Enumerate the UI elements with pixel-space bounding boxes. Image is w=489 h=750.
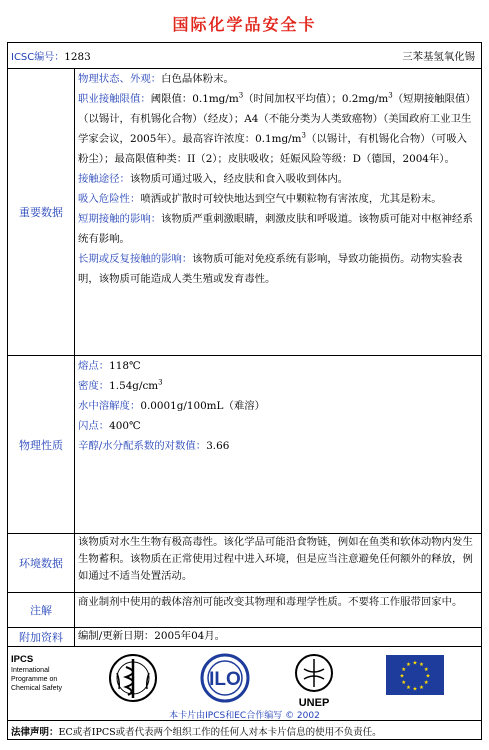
safety-card [7,42,482,740]
eu-star-icon: ★ [406,684,411,691]
card-title: 国际化学品安全卡 [172,15,317,34]
eu-star-icon: ★ [423,680,429,686]
ipcs-logo-text: IPCS International Programme on Chemical Safety [11,654,62,692]
svg-text:ILO: ILO [209,669,241,690]
eu-star-icon: ★ [423,667,429,673]
who-logo-icon [108,653,158,703]
disclaimer: 法律声明：EC或者IPCS或者代表两个组织工作的任何人对本卡片信息的使用不负责任。 [11,727,382,738]
eu-star-icon: ★ [399,673,405,680]
additional-info-row [8,628,481,647]
unep-logo-icon [290,653,338,709]
eu-star-icon: ★ [401,680,407,686]
icsc-label: ICSC编号： [11,52,65,63]
inhalation-risk: 吸入危险性：喷洒或扩散时可较快地达到空气中颗粒物有害浓度，尤其是粉末。 [78,193,442,205]
flash-point: 闪点：400℃ [78,420,141,432]
note-text: 商业制剂中使用的载体溶剂可能改变其物理和毒理学性质。不要将工作服带回家中。 [78,596,463,608]
important-data-content [78,69,477,355]
exposure-route: 接触途径：该物质可通过吸入，经皮肤和食入吸收到体内。 [78,173,349,185]
density: 密度：$1.54g/cm^3$ [78,378,163,392]
additional-info-label: 附加资料 [8,628,75,646]
eu-flag-icon [386,655,444,695]
additional-info-text: 编制/更新日期：2005年04月。 [78,630,226,642]
environment-text: 该物质对水生生物有极高毒性。该化学品可能沿食物链，例如在鱼类和软体动物内发生生物蓄积。该物质在正常使用过程中进入环境，但是应当注意避免任何额外的释放，例如通过不适当处置活动。 [78,536,473,582]
log-pow: 辛醇/水分配系数的对数值：3.66 [78,440,230,452]
svg-text:UNEP: UNEP [298,697,330,709]
icsc-value: 1283 [64,51,91,63]
physical-properties-row [8,356,481,534]
physical-state: 物理状态、外观：白色晶体粉末。 [78,73,234,85]
credit-line: 本卡片由IPCS和EC合作编写 © 2002 [169,711,320,721]
ilo-logo-icon [198,653,252,703]
melting-point: 熔点：118℃ [78,360,141,372]
physical-properties-label: 物理性质 [8,356,75,533]
important-data-label: 重要数据 [8,69,75,355]
long-term-effects: 长期或反复接触的影响：该物质可能对免疫系统有影响，导致功能损伤。动物实验表明，该物质可能造成人类生殖或发育毒性。 [78,253,463,285]
eu-star-icon: ★ [412,686,418,693]
logos-row [8,647,481,721]
environment-row [8,534,481,593]
eu-star-icon: ★ [401,667,407,673]
disclaimer-row [8,721,481,741]
icsc-number [11,48,91,63]
water-solubility: 水中溶解度：0.0001g/100mL（难溶） [78,400,266,412]
important-data-row [8,69,481,356]
note-row [8,593,481,628]
eu-star-icon: ★ [419,662,424,669]
substance-name: 三苯基氢氧化锡 [402,51,475,63]
header-row [8,43,481,69]
occupational-limits: 职业接触限值：阈限值：$0.1mg/m^3$（时间加权平均值）；$0.2mg/m^3$（短期接触限值）（以锡计，有机锡化合物）（经皮）；A4（不能分类为人类致癌物）（美国政府工业卫生学家会议，2005年）。最高容许浓度：$0.1mg/m^3$（以锡计，有机锡化合物）（可吸入粉尘）；最高限值种类：II（2）；皮肤吸收；妊娠风险等级：D（德国，2004年）。 [78,91,476,165]
eu-star-icon: ★ [419,684,424,691]
eu-star-icon: ★ [406,662,411,669]
short-term-effects: 短期接触的影响：该物质严重刺激眼睛，刺激皮肤和呼吸道。该物质可能对中枢神经系统有影响。 [78,213,473,245]
physical-properties-content [78,356,477,533]
environment-label: 环境数据 [8,534,75,592]
eu-star-icon: ★ [425,673,431,680]
eu-star-icon: ★ [412,660,418,667]
note-label: 注解 [8,593,75,627]
